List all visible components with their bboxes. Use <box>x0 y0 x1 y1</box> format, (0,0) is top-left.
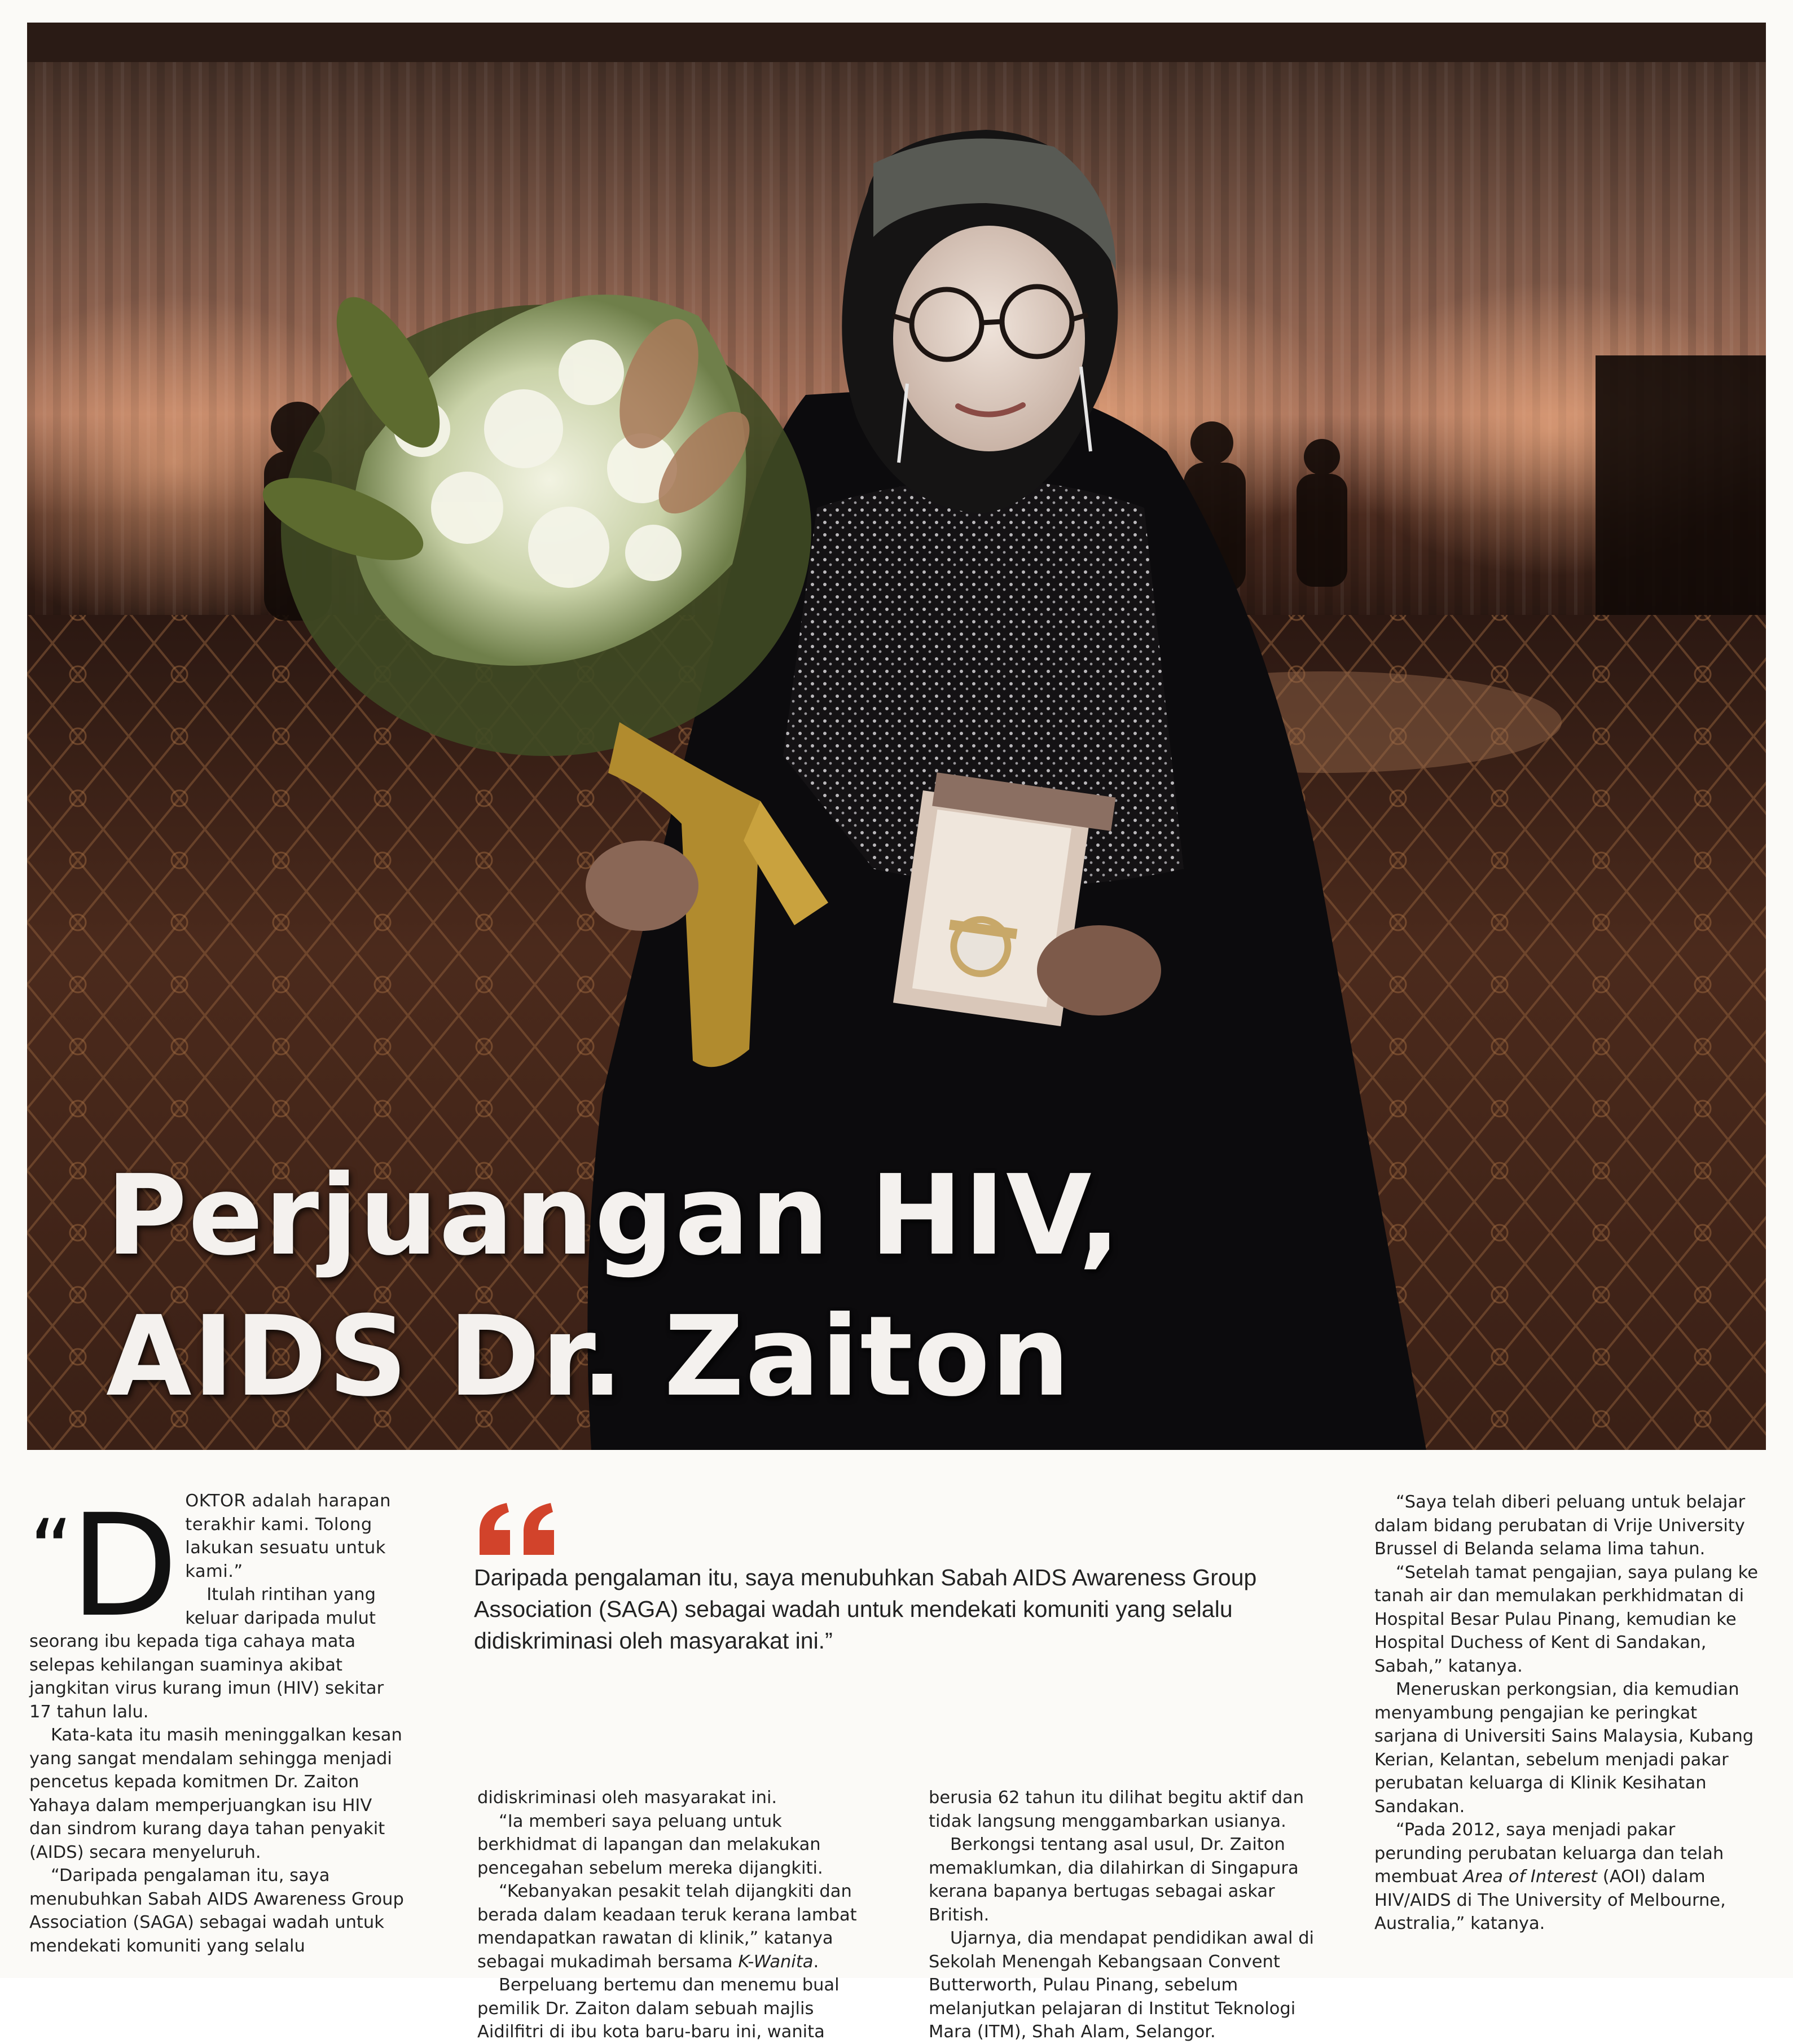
article-paragraph <box>477 1880 872 1973</box>
article-paragraph: “Daripada pengalaman itu, saya menubuhkan Sabah AIDS Awareness Group Association (SAGA) sebagai wadah untuk mendekati komuniti yang selalu <box>29 1866 404 1956</box>
article-text: . <box>813 1951 819 1972</box>
article-column-2 <box>477 1786 872 2044</box>
article-paragraph: Ujarnya, dia mendapat pendidikan awal di Sekolah Menengah Kebangsaan Convent Butterworth, Pulau Pinang, sebelum melanjutkan pelajaran di Institut Teknologi Mara (ITM), Shah Alam, Selangor. <box>929 1928 1315 2042</box>
article-paragraph: Berpeluang bertemu dan menemu bual pemilik Dr. Zaiton dalam sebuah majlis Aidilfitri di ibu kota baru-baru ini, wanita <box>477 1975 840 2042</box>
article-paragraph: Itulah rintihan yang keluar daripada mulut seorang ibu kepada tiga cahaya mata selepas kehilangan suaminya akibat jangkitan virus kurang imun (HIV) sekitar 17 tahun lalu. <box>29 1585 384 1722</box>
article-paragraph: “Saya telah diberi peluang untuk belajar dalam bidang perubatan di Vrije University Brussel di Belanda selama lima tahun. <box>1374 1492 1746 1559</box>
article-text: (AOI) dalam HIV/AIDS di The University of Melbourne, Australia,” katanya. <box>1374 1867 1726 1933</box>
article-emphasis: Area of Interest <box>1463 1867 1598 1887</box>
article-paragraph: didiskriminasi oleh masyarakat ini. <box>477 1788 777 1808</box>
drop-cap <box>29 1484 179 1648</box>
article-text: “Kebanyakan pesakit telah dijangkiti dan berada dalam keadaan teruk kerana lambat mendapatkan rawatan di klinik,” katanya sebagai mukadimah bersama <box>477 1882 857 1972</box>
article-paragraph: Meneruskan perkongsian, dia kemudian menyambung pengajian ke peringkat sarjana di Universiti Sains Malaysia, Kubang Kerian, Kelantan, sebelum menjadi pakar perubatan keluarga di Klinik Kesihatan Sandakan. <box>1374 1680 1754 1817</box>
article-emphasis: K-Wanita <box>738 1951 814 1972</box>
quote-mark-icon <box>474 1501 564 1557</box>
drop-cap-letter: D <box>69 1484 179 1648</box>
article-text: “Pada 2012, saya menjadi pakar perunding perubatan keluarga dan telah membuat <box>1374 1820 1724 1887</box>
headline <box>106 1145 1122 1427</box>
article-paragraph: Berkongsi tentang asal usul, Dr. Zaiton memaklumkan, dia dilahirkan di Singapura kerana bapanya bertugas sebagai askar British. <box>929 1835 1299 1925</box>
article-column-1 <box>29 1484 408 1958</box>
article-paragraph <box>1374 1818 1764 1936</box>
article-paragraph: berusia 62 tahun itu dilihat begitu aktif dan tidak langsung menggambarkan usianya. <box>929 1788 1304 1831</box>
drop-cap-quote: “ <box>29 1502 70 1600</box>
article-paragraph: “Ia memberi saya peluang untuk berkhidmat di lapangan dan melakukan pencegahan sebelum mereka dijangkiti. <box>477 1811 823 1878</box>
headline-line-1: Perjuangan HIV, <box>106 1151 1122 1280</box>
pull-quote <box>474 1501 1354 1656</box>
article-paragraph: Kata-kata itu masih meninggalkan kesan yang sangat mendalam sehingga menjadi pencetus kepada komitmen Dr. Zaiton Yahaya dalam memperjuangkan isu HIV dan sindrom kurang daya tahan penyakit (AIDS) secara menyeluruh. <box>29 1725 402 1862</box>
headline-line-2: AIDS Dr. Zaiton <box>106 1293 1071 1421</box>
pull-quote-text: Daripada pengalaman itu, saya menubuhkan Sabah AIDS Awareness Group Association (SAGA) sebagai wadah untuk mendekati komuniti yang selalu didiskriminasi oleh masyarakat ini.” <box>474 1564 1257 1654</box>
article-column-4 <box>1374 1491 1764 1936</box>
feature-photo <box>27 23 1766 1450</box>
article-lead: OKTOR adalah harapan terakhir kami. Tolong lakukan sesuatu untuk kami.” <box>185 1491 391 1581</box>
article-column-3 <box>929 1786 1324 2044</box>
article-paragraph: “Setelah tamat pengajian, saya pulang ke tanah air dan memulakan perkhidmatan di Hospital Besar Pulau Pinang, kemudian ke Hospital Duchess of Kent di Sandakan, Sabah,” katanya. <box>1374 1562 1759 1676</box>
